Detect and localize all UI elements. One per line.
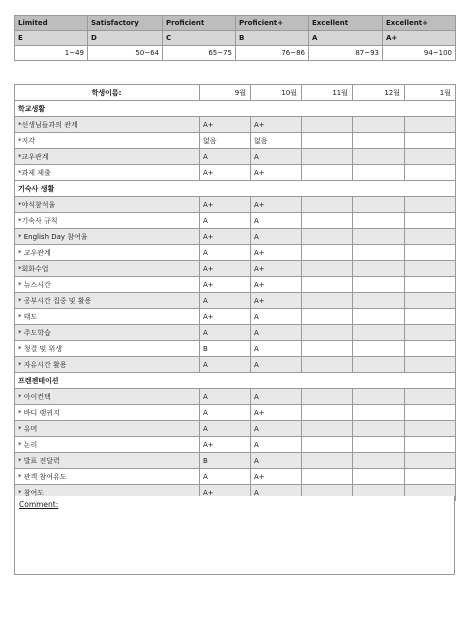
grade-letter-cell: A+ [383, 31, 456, 46]
grade-cell[interactable]: A [251, 357, 302, 373]
grade-cell[interactable]: B [200, 453, 251, 469]
table-row [15, 213, 456, 229]
table-row [15, 293, 456, 309]
month-header: 12월 [353, 85, 405, 101]
grade-cell[interactable] [405, 245, 456, 261]
grade-cell[interactable]: 없음 [200, 133, 251, 149]
table-row [15, 229, 456, 245]
grade-cell[interactable] [353, 229, 405, 245]
grade-cell[interactable] [302, 421, 353, 437]
grade-range-cell: 94~100 [383, 46, 456, 61]
table-row [15, 117, 456, 133]
grade-cell[interactable] [405, 277, 456, 293]
grade-cell[interactable] [353, 357, 405, 373]
student-name-label: 학생이름: [15, 85, 200, 101]
section-header-row [15, 181, 456, 197]
month-header: 9월 [200, 85, 251, 101]
section-header-row [15, 373, 456, 389]
grade-cell[interactable]: A [200, 469, 251, 485]
grade-cell[interactable] [302, 389, 353, 405]
month-header: 11월 [302, 85, 353, 101]
item-label: *기숙사 규칙 [15, 213, 200, 229]
grade-range-cell: 1~49 [15, 46, 88, 61]
table-row [15, 341, 456, 357]
grade-cell[interactable] [405, 421, 456, 437]
item-label: * 참여도 [15, 485, 200, 501]
grade-cell[interactable]: A [200, 149, 251, 165]
grade-cell[interactable]: A [251, 325, 302, 341]
grade-cell[interactable] [405, 133, 456, 149]
table-row [15, 437, 456, 453]
grade-cell[interactable]: A+ [200, 261, 251, 277]
item-label: * 주도학습 [15, 325, 200, 341]
grade-level-cell: Limited [15, 16, 88, 31]
grade-cell[interactable]: A [200, 357, 251, 373]
grade-cell[interactable]: A+ [251, 197, 302, 213]
grade-cell[interactable] [353, 341, 405, 357]
grade-cell[interactable]: A+ [251, 245, 302, 261]
item-label: *회화수업 [15, 261, 200, 277]
grade-cell[interactable]: A [251, 389, 302, 405]
grade-level-cell: Proficient [163, 16, 236, 31]
grade-cell[interactable]: B [200, 341, 251, 357]
grade-cell[interactable]: A [251, 421, 302, 437]
grade-cell[interactable] [353, 245, 405, 261]
grade-cell[interactable] [405, 309, 456, 325]
grade-letter-cell: A [309, 31, 383, 46]
grade-cell[interactable] [302, 341, 353, 357]
grade-range-cell: 50~64 [88, 46, 163, 61]
grade-cell[interactable] [302, 261, 353, 277]
grade-cell[interactable] [353, 133, 405, 149]
section-title: 프렌젠테이션 [15, 373, 456, 389]
grade-cell[interactable] [302, 133, 353, 149]
item-label: * 논리 [15, 437, 200, 453]
grade-cell[interactable]: A+ [200, 197, 251, 213]
comment-label: Comment: [19, 500, 59, 509]
grade-cell[interactable] [302, 309, 353, 325]
grade-level-cell: Excellent+ [383, 16, 456, 31]
grade-cell[interactable]: A [200, 245, 251, 261]
item-label: *야식참석율 [15, 197, 200, 213]
grade-cell[interactable]: A [200, 325, 251, 341]
table-row [15, 149, 456, 165]
grade-cell[interactable] [302, 293, 353, 309]
grade-cell[interactable]: A+ [251, 165, 302, 181]
grade-cell[interactable]: A+ [200, 309, 251, 325]
grade-cell[interactable] [302, 405, 353, 421]
table-row [15, 309, 456, 325]
grade-cell[interactable] [302, 357, 353, 373]
grade-cell[interactable] [302, 245, 353, 261]
grade-cell[interactable] [353, 277, 405, 293]
grade-cell[interactable] [405, 261, 456, 277]
grade-range-cell: 65~75 [163, 46, 236, 61]
grade-cell[interactable]: A+ [251, 117, 302, 133]
grade-cell[interactable] [302, 165, 353, 181]
table-row [15, 165, 456, 181]
table-row [15, 261, 456, 277]
item-label: * 유머 [15, 421, 200, 437]
grade-cell[interactable] [353, 325, 405, 341]
grade-cell[interactable]: A [200, 293, 251, 309]
grade-cell[interactable]: A+ [251, 261, 302, 277]
grade-scale-row-ranges [15, 46, 456, 61]
grade-cell[interactable] [302, 213, 353, 229]
grade-cell[interactable]: A [200, 213, 251, 229]
grade-cell[interactable]: A+ [200, 117, 251, 133]
grade-cell[interactable]: A+ [251, 277, 302, 293]
grade-cell[interactable] [302, 469, 353, 485]
grade-cell[interactable] [353, 421, 405, 437]
grade-cell[interactable]: 없음 [251, 133, 302, 149]
grade-letter-cell: D [88, 31, 163, 46]
table-row [15, 133, 456, 149]
grade-cell[interactable] [302, 325, 353, 341]
month-header: 1월 [405, 85, 456, 101]
grade-cell[interactable] [302, 117, 353, 133]
grade-cell[interactable]: A+ [251, 405, 302, 421]
grade-range-cell: 76~86 [236, 46, 309, 61]
grade-cell[interactable] [353, 453, 405, 469]
grade-cell[interactable]: A [251, 229, 302, 245]
grade-cell[interactable] [405, 229, 456, 245]
grade-cell[interactable] [353, 149, 405, 165]
table-row [15, 245, 456, 261]
grade-cell[interactable]: A [251, 437, 302, 453]
grade-cell[interactable]: A+ [200, 437, 251, 453]
report-body [15, 85, 456, 501]
item-label: * 자유시간 활용 [15, 357, 200, 373]
item-label: * 관객 참여유도 [15, 469, 200, 485]
grade-cell[interactable] [405, 325, 456, 341]
grade-cell[interactable] [405, 293, 456, 309]
grade-cell[interactable] [405, 341, 456, 357]
grade-cell[interactable]: A+ [200, 485, 251, 501]
grade-scale-row-levels [15, 16, 456, 31]
grade-range-cell: 87~93 [309, 46, 383, 61]
item-label: *교우관계 [15, 149, 200, 165]
grade-cell[interactable]: A [251, 213, 302, 229]
grade-letter-cell: C [163, 31, 236, 46]
section-title: 기숙사 생활 [15, 181, 456, 197]
grade-cell[interactable] [353, 197, 405, 213]
table-row [15, 405, 456, 421]
grade-cell[interactable]: A [200, 405, 251, 421]
item-label: * English Day 참여율 [15, 229, 200, 245]
grade-cell[interactable] [302, 453, 353, 469]
grade-cell[interactable] [353, 165, 405, 181]
grade-cell[interactable] [353, 389, 405, 405]
grade-cell[interactable] [405, 117, 456, 133]
grade-cell[interactable] [405, 469, 456, 485]
grade-cell[interactable]: A [251, 309, 302, 325]
grade-level-cell: Proficient+ [236, 16, 309, 31]
item-label: *선생님들과의 관계 [15, 117, 200, 133]
grade-cell[interactable] [405, 197, 456, 213]
grade-level-cell: Satisfactory [88, 16, 163, 31]
grade-cell[interactable] [405, 453, 456, 469]
grade-cell[interactable] [353, 293, 405, 309]
item-label: * 발표 전달력 [15, 453, 200, 469]
grade-cell[interactable] [405, 437, 456, 453]
report-table [14, 84, 456, 501]
table-row [15, 389, 456, 405]
month-header: 10월 [251, 85, 302, 101]
grade-cell[interactable] [353, 469, 405, 485]
report-header-row [15, 85, 456, 101]
grade-cell[interactable]: A [200, 421, 251, 437]
grade-scale-table [14, 15, 456, 61]
item-label: * 뉴스시간 [15, 277, 200, 293]
grade-level-cell: Excellent [309, 16, 383, 31]
table-row [15, 197, 456, 213]
grade-cell[interactable] [353, 117, 405, 133]
grade-cell[interactable] [353, 213, 405, 229]
comment-box[interactable] [14, 496, 455, 575]
item-label: *지각 [15, 133, 200, 149]
grade-cell[interactable] [405, 357, 456, 373]
grade-cell[interactable] [405, 405, 456, 421]
grade-cell[interactable] [353, 405, 405, 421]
item-label: * 아이컨택 [15, 389, 200, 405]
grade-cell[interactable]: A [251, 485, 302, 501]
table-row [15, 277, 456, 293]
grade-letter-cell: B [236, 31, 309, 46]
grade-cell[interactable] [405, 149, 456, 165]
grade-cell[interactable] [353, 261, 405, 277]
grade-letter-cell: E [15, 31, 88, 46]
item-label: *과제 제출 [15, 165, 200, 181]
grade-cell[interactable] [405, 165, 456, 181]
table-row [15, 421, 456, 437]
grade-cell[interactable] [353, 309, 405, 325]
item-label: * 바디 랭귀지 [15, 405, 200, 421]
grade-cell[interactable] [405, 213, 456, 229]
grade-cell[interactable] [302, 229, 353, 245]
grade-cell[interactable]: A+ [200, 229, 251, 245]
table-row [15, 357, 456, 373]
grade-cell[interactable]: A [251, 341, 302, 357]
grade-cell[interactable] [302, 197, 353, 213]
grade-cell[interactable]: A [200, 389, 251, 405]
grade-cell[interactable]: A+ [251, 469, 302, 485]
grade-cell[interactable] [302, 437, 353, 453]
grade-cell[interactable] [353, 437, 405, 453]
grade-cell[interactable]: A+ [200, 165, 251, 181]
grade-cell[interactable] [302, 277, 353, 293]
grade-cell[interactable]: A [251, 149, 302, 165]
item-label: * 태도 [15, 309, 200, 325]
section-header-row [15, 101, 456, 117]
grade-scale-row-letters [15, 31, 456, 46]
grade-cell[interactable]: A+ [251, 293, 302, 309]
table-row [15, 469, 456, 485]
item-label: * 청결 및 위생 [15, 341, 200, 357]
grade-cell[interactable]: A [251, 453, 302, 469]
item-label: * 교우관계 [15, 245, 200, 261]
section-title: 학교생활 [15, 101, 456, 117]
table-row [15, 453, 456, 469]
grade-cell[interactable] [405, 389, 456, 405]
grade-cell[interactable] [302, 149, 353, 165]
item-label: * 공부시간 집중 및 활용 [15, 293, 200, 309]
table-row [15, 325, 456, 341]
grade-scale-body [15, 16, 456, 61]
grade-cell[interactable]: A+ [200, 277, 251, 293]
